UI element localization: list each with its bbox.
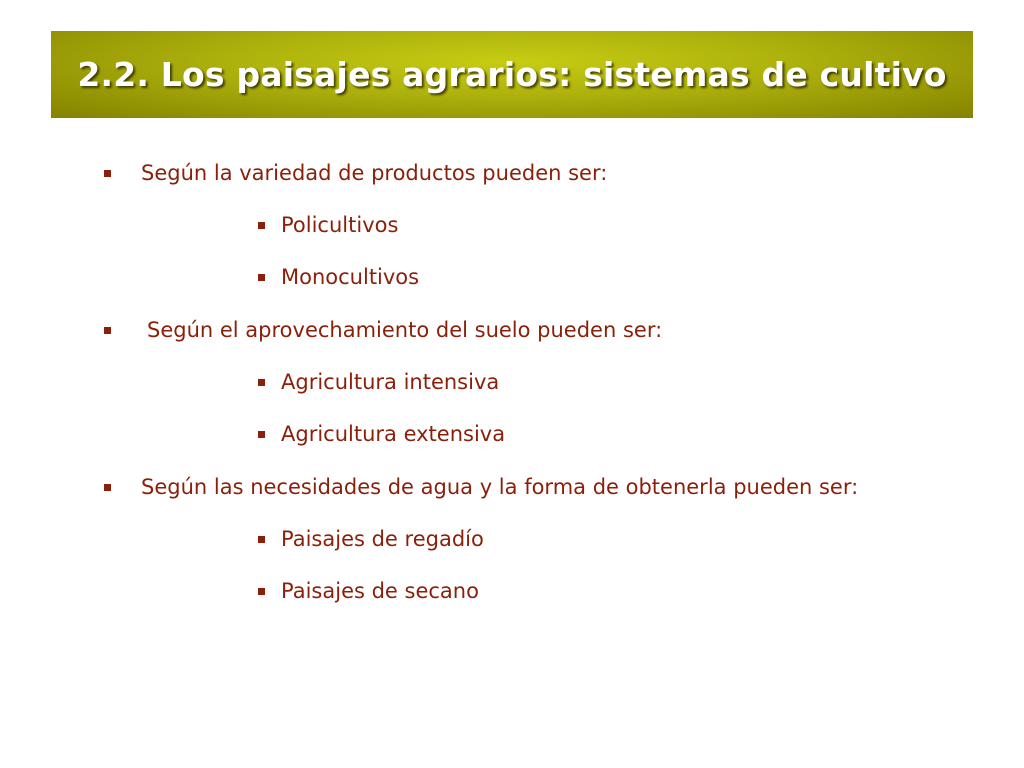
subitem-monocultivos xyxy=(258,262,419,292)
slide-title: 2.2. Los paisajes agrarios: sistemas de cultivo xyxy=(77,55,947,94)
bullet-label: Según el aprovechamiento del suelo pueden ser: xyxy=(147,318,663,342)
square-bullet-icon xyxy=(258,536,265,543)
square-bullet-icon xyxy=(258,274,265,281)
square-bullet-icon xyxy=(258,588,265,595)
bullet-label: Según la variedad de productos pueden ser: xyxy=(141,161,608,185)
square-bullet-icon xyxy=(104,170,111,177)
subitem-label: Paisajes de regadío xyxy=(281,527,484,551)
subitem-agricultura-extensiva xyxy=(258,419,505,449)
square-bullet-icon xyxy=(258,379,265,386)
subitem-label: Policultivos xyxy=(281,213,399,237)
bullet-item-variedad xyxy=(104,158,607,188)
subitem-secano xyxy=(258,576,479,606)
subitem-regadio xyxy=(258,524,484,554)
bullet-label: Según las necesidades de agua y la forma de obtenerla pueden ser: xyxy=(141,475,859,499)
subitem-label: Paisajes de secano xyxy=(281,579,479,603)
square-bullet-icon xyxy=(104,327,111,334)
bullet-item-agua xyxy=(104,472,858,502)
subitem-label: Monocultivos xyxy=(281,265,420,289)
subitem-agricultura-intensiva xyxy=(258,367,499,397)
square-bullet-icon xyxy=(258,431,265,438)
square-bullet-icon xyxy=(258,222,265,229)
subitem-label: Agricultura extensiva xyxy=(281,422,506,446)
subitem-label: Agricultura intensiva xyxy=(281,370,500,394)
square-bullet-icon xyxy=(104,484,111,491)
subitem-policultivos xyxy=(258,210,398,240)
bullet-item-aprovechamiento xyxy=(104,315,662,345)
